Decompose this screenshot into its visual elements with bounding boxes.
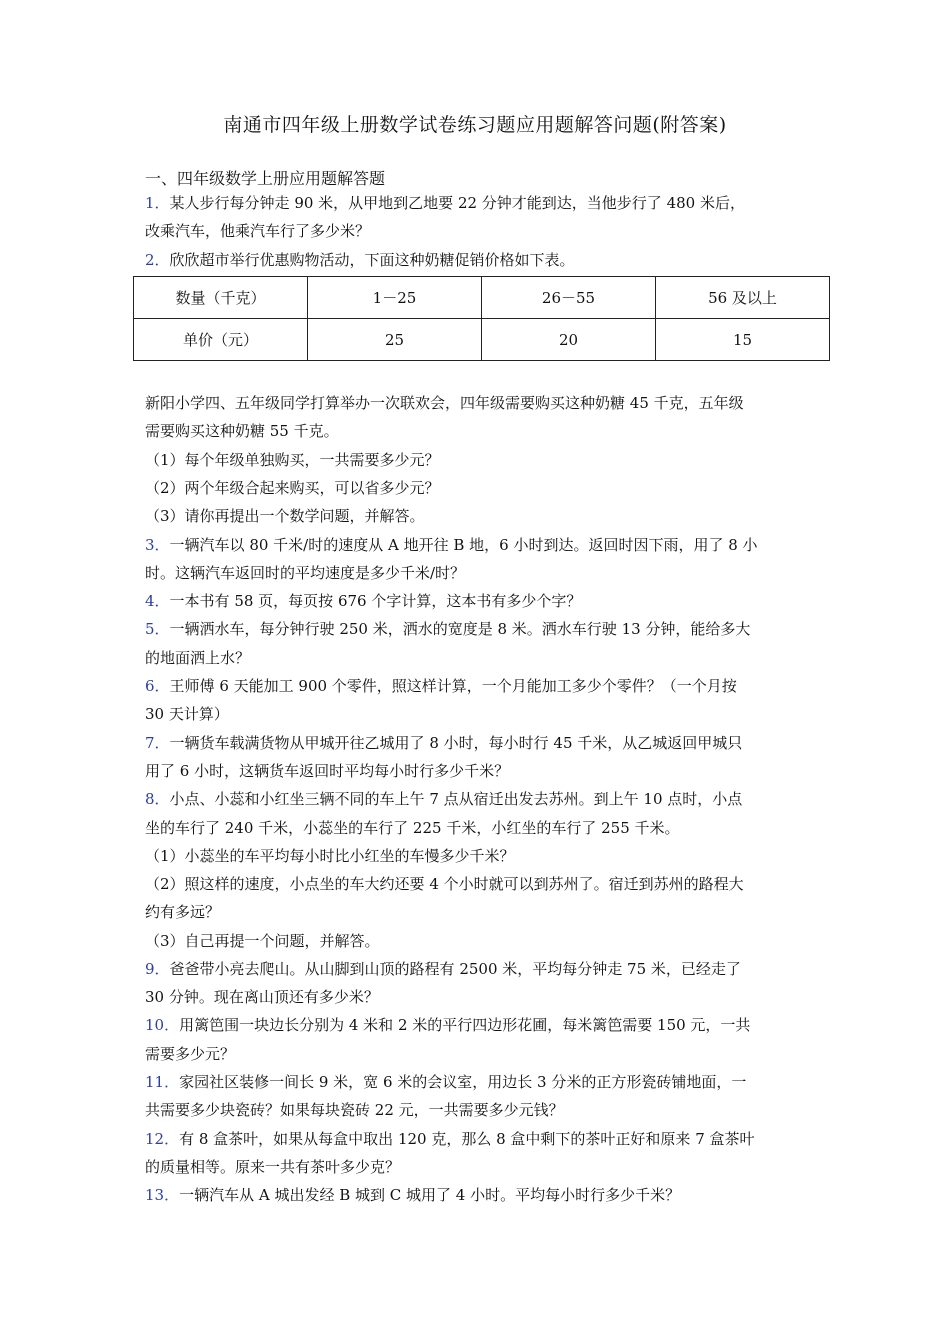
- question-line: 7．一辆货车载满货物从甲城开往乙城用了 8 小时，每小时行 45 千米，从乙城返回甲城只: [145, 734, 743, 752]
- question-line: 的质量相等。原来一共有茶叶多少克？: [145, 1158, 401, 1176]
- question-line: 5．一辆洒水车，每分钟行驶 250 米，洒水的宽度是 8 米。洒水车行驶 13 分钟，能给多大: [145, 620, 751, 638]
- question-line: 用了 6 小时，这辆货车返回时平均每小时行多少千米？: [145, 762, 510, 780]
- question-line: （1）小蕊坐的车平均每小时比小红坐的车慢多少千米？: [145, 847, 515, 865]
- question-line: 坐的车行了 240 千米，小蕊坐的车行了 225 千米，小红坐的车行了 255 千米。: [145, 819, 680, 837]
- table-cell: 20: [482, 319, 656, 361]
- question-line: 10．用篱笆围一块边长分别为 4 米和 2 米的平行四边形花圃，每米篱笆需要 150 元，一共: [145, 1016, 751, 1034]
- question-line: （3）自己再提一个问题，并解答。: [145, 932, 380, 950]
- table-cell: 15: [656, 319, 830, 361]
- table-cell: 56 及以上: [656, 277, 830, 319]
- page-title: 南通市四年级上册数学试卷练习题应用题解答问题(附答案): [223, 114, 727, 136]
- question-line: （2）照这样的速度，小点坐的车大约还要 4 个小时就可以到苏州了。宿迁到苏州的路程大: [145, 875, 744, 893]
- price-table: [133, 276, 830, 361]
- question-line: 1．某人步行每分钟走 90 米，从甲地到乙地要 22 分钟才能到达，当他步行了 480 米后，: [145, 194, 745, 212]
- table-row: [134, 319, 830, 361]
- question-line: 改乘汽车，他乘汽车行了多少米？: [145, 222, 371, 240]
- question-line: 12．有 8 盒茶叶，如果从每盒中取出 120 克，那么 8 盒中剩下的茶叶正好和原来 7 盒茶叶: [145, 1130, 755, 1148]
- question-line: 的地面洒上水？: [145, 649, 251, 667]
- question-line: 约有多远？: [145, 903, 221, 921]
- table-cell: 26－55: [482, 277, 656, 319]
- question-line: （1）每个年级单独购买，一共需要多少元？: [145, 451, 440, 469]
- question-line: 13．一辆汽车从 A 城出发经 B 城到 C 城用了 4 小时。平均每小时行多少千米？: [145, 1186, 681, 1204]
- table-cell: 单价（元）: [134, 319, 308, 361]
- question-line: 2．欣欣超市举行优惠购物活动，下面这种奶糖促销价格如下表。: [145, 251, 575, 269]
- question-line: 9．爸爸带小亮去爬山。从山脚到山顶的路程有 2500 米，平均每分钟走 75 米，已经走了: [145, 960, 741, 978]
- table-cell: 1－25: [308, 277, 482, 319]
- question-line: 30 天计算）: [145, 705, 229, 723]
- question-line: 需要购买这种奶糖 55 千克。: [145, 422, 339, 440]
- question-line: 4．一本书有 58 页，每页按 676 个字计算，这本书有多少个字？: [145, 592, 582, 610]
- question-line: （2）两个年级合起来购买，可以省多少元？: [145, 479, 440, 497]
- question-line: 11．家园社区装修一间长 9 米，宽 6 米的会议室，用边长 3 分米的正方形瓷砖铺地面，一: [145, 1073, 747, 1091]
- question-line: 共需要多少块瓷砖？如果每块瓷砖 22 元，一共需要多少元钱？: [145, 1101, 564, 1119]
- section-heading: 一、四年级数学上册应用题解答题: [145, 169, 386, 188]
- table-row: [134, 277, 830, 319]
- question-line: 8．小点、小蕊和小红坐三辆不同的车上午 7 点从宿迁出发去苏州。到上午 10 点时，小点: [145, 790, 743, 808]
- question-line: 时。这辆汽车返回时的平均速度是多少千米/时？: [145, 564, 466, 582]
- table-cell: 数量（千克）: [134, 277, 308, 319]
- question-line: 需要多少元？: [145, 1045, 236, 1063]
- question-line: 30 分钟。现在离山顶还有多少米？: [145, 988, 379, 1006]
- table-cell: 25: [308, 319, 482, 361]
- question-line: 新阳小学四、五年级同学打算举办一次联欢会，四年级需要购买这种奶糖 45 千克，五年级: [145, 394, 744, 412]
- question-line: 6．王师傅 6 天能加工 900 个零件，照这样计算，一个月能加工多少个零件？（一个月按: [145, 677, 737, 695]
- question-line: （3）请你再提出一个数学问题，并解答。: [145, 507, 425, 525]
- question-line: 3．一辆汽车以 80 千米/时的速度从 A 地开往 B 地，6 小时到达。返回时因下雨，用了 8 小: [145, 536, 758, 554]
